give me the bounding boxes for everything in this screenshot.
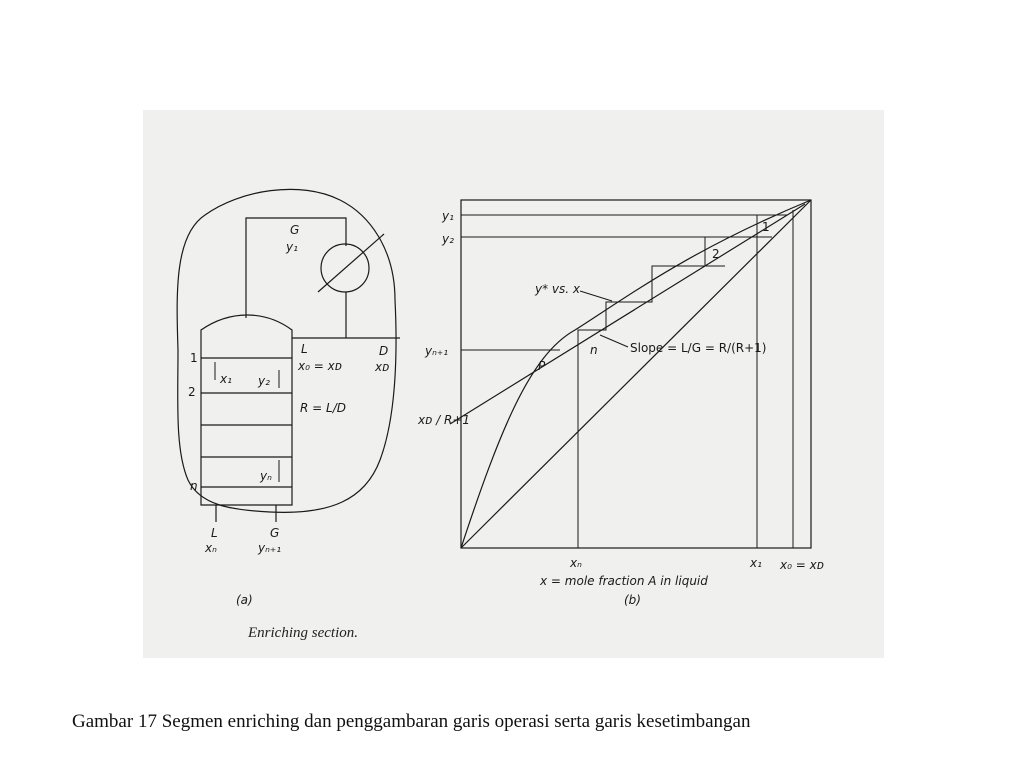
curve-label-pointer: [580, 291, 612, 301]
label-step-2: 2: [712, 247, 720, 261]
figure-b-label: (b): [624, 593, 641, 607]
label-intercept: xᴅ / R+1: [418, 413, 471, 427]
condenser-arrow: [318, 234, 384, 292]
label-G-bottom: G: [270, 526, 280, 540]
label-y1: y₁: [442, 209, 454, 223]
label-yn1: yₙ₊₁: [425, 344, 449, 358]
slope-label-pointer: [600, 335, 628, 347]
label-point-P: P: [538, 359, 546, 373]
label-y1-top: y₁: [286, 240, 298, 254]
label-L-reflux: L: [301, 342, 308, 356]
label-xD: xᴅ: [375, 360, 390, 374]
label-G-top: G: [290, 223, 300, 237]
label-L-bottom: L: [211, 526, 218, 540]
diagonal-line: [461, 200, 811, 548]
label-x1-arrow: x₁: [220, 372, 232, 386]
tick-xn: xₙ: [570, 556, 582, 570]
label-plate-1: 1: [190, 351, 198, 365]
column-shell: [201, 315, 292, 505]
label-x0-reflux: x₀ = xᴅ: [298, 359, 342, 373]
figure-a-label: (a): [236, 593, 253, 607]
tick-x1: x₁: [750, 556, 762, 570]
label-yn-arrow: yₙ: [260, 469, 272, 483]
label-plate-2: 2: [188, 385, 196, 399]
tick-x0: x₀ = xᴅ: [780, 558, 824, 572]
label-equilibrium-curve: y* vs. x: [535, 282, 580, 296]
label-point-n: n: [590, 343, 598, 357]
label-plate-n: n: [190, 479, 198, 493]
label-step-1: 1: [762, 220, 770, 234]
x-axis-label: x = mole fraction A in liquid: [540, 574, 708, 588]
column-diagram: [177, 189, 400, 641]
label-yn1-bottom: yₙ₊₁: [258, 541, 282, 555]
label-y2-arrow: y₂: [258, 374, 270, 388]
mccabe-thiele-plot: [417, 200, 824, 607]
label-D: D: [379, 344, 389, 358]
control-envelope: [177, 189, 396, 512]
label-y2: y₂: [442, 232, 454, 246]
label-xn-bottom: xₙ: [205, 541, 217, 555]
label-slope: Slope = L/G = R/(R+1): [630, 341, 767, 355]
figure-caption: Gambar 17 Segmen enriching dan penggambaran garis operasi serta garis kesetimbangan: [72, 711, 751, 732]
label-ratio-R: R = L/D: [300, 401, 346, 415]
figure-a-title: Enriching section.: [248, 625, 358, 641]
